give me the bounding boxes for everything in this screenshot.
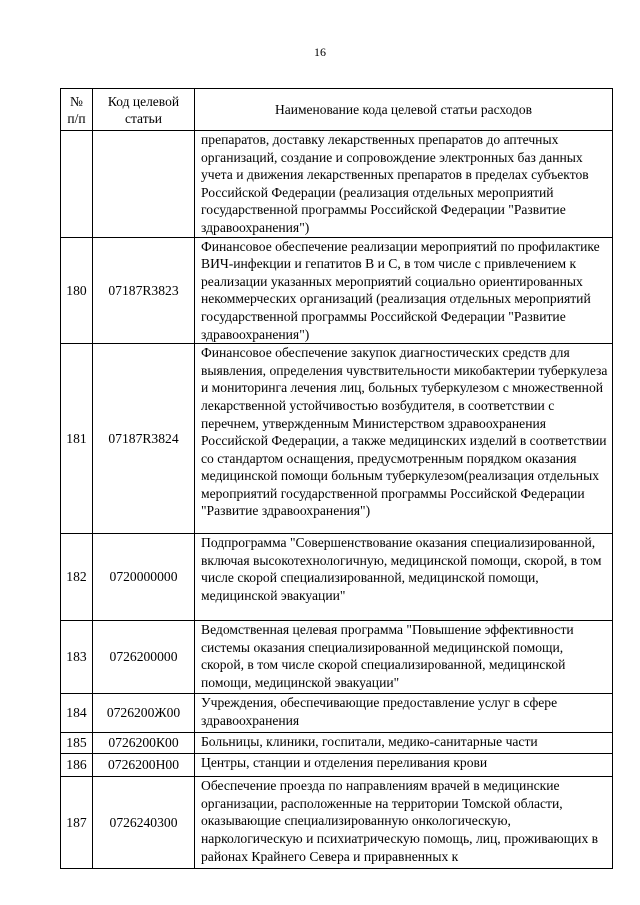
row-number: 184 xyxy=(61,694,93,733)
table-row xyxy=(61,733,613,754)
table-row xyxy=(61,534,613,621)
row-name: Центры, станции и отделения переливания крови xyxy=(195,754,613,777)
row-number: 180 xyxy=(61,237,93,344)
row-code: 07187R3823 xyxy=(93,237,195,344)
row-number: 187 xyxy=(61,777,93,869)
row-number-cell xyxy=(61,131,93,238)
table-row-continuation xyxy=(61,131,613,238)
page-number: 16 xyxy=(314,45,326,59)
row-code-cell xyxy=(93,131,195,238)
row-code: 0726200Н00 xyxy=(93,754,195,777)
row-number: 186 xyxy=(61,754,93,777)
table-row xyxy=(61,777,613,869)
table-row xyxy=(61,344,613,534)
header-number: № п/п xyxy=(61,89,93,131)
row-name-cell: препаратов, доставку лекарственных препаратов до аптечных организаций, создание и сопровождение электронных баз данных учета и движения лекарственных препаратов в пределах субъектов Российской Федерации (реализация отдельных мероприятий государственной программы Российской Федерации "Развитие здравоохранения") xyxy=(195,131,613,238)
row-number: 182 xyxy=(61,534,93,621)
target-codes-table xyxy=(60,88,613,869)
row-name: Подпрограмма "Совершенствование оказания специализированной, включая высокотехнологичную, медицинской помощи, скорой, в том числе скорой специализированной, медицинской помощи, медицинской эвакуации" xyxy=(195,534,613,621)
row-name: Финансовое обеспечение закупок диагностических средств для выявления, определения чувствительности микобактерии туберкулеза и мониторинга лечения лиц, больных туберкулезом с множественной лекарственной устойчивостью возбудителя, в соответствии с перечнем, утвержденным Министерством здравоохранения Российской Федерации, а также медицинских изделий в соответствии со стандартом оснащения, предусмотренным порядком оказания медицинской помощи больным туберкулезом(реализация отдельных мероприятий государственной программы Российской Федерации "Развитие здравоохранения") xyxy=(195,344,613,534)
row-code: 0726240300 xyxy=(93,777,195,869)
row-number: 181 xyxy=(61,344,93,534)
table-row xyxy=(61,621,613,694)
row-code: 0726200000 xyxy=(93,621,195,694)
row-name: Финансовое обеспечение реализации мероприятий по профилактике ВИЧ-инфекции и гепатитов B и C, в том числе с привлечением к реализации указанных мероприятий социально ориентированных некоммерческих организаций (реализация отдельных мероприятий государственной программы Российской Федерации "Развитие здравоохранения") xyxy=(195,237,613,344)
table-row xyxy=(61,694,613,733)
header-code: Код целевой статьи xyxy=(93,89,195,131)
row-name: Обеспечение проезда по направлениям врачей в медицинские организации, расположенные на территории Томской области, оказывающие специализированную онкологическую, наркологическую и психиатрическую помощь, лиц, проживающих в районах Крайнего Севера и приравненных к xyxy=(195,777,613,869)
table-row xyxy=(61,754,613,777)
row-number: 183 xyxy=(61,621,93,694)
header-name: Наименование кода целевой статьи расходов xyxy=(195,89,613,131)
row-name: Учреждения, обеспечивающие предоставление услуг в сфере здравоохранения xyxy=(195,694,613,733)
row-code: 0726200К00 xyxy=(93,733,195,754)
row-code: 0726200Ж00 xyxy=(93,694,195,733)
row-number: 185 xyxy=(61,733,93,754)
row-code: 0720000000 xyxy=(93,534,195,621)
table-row xyxy=(61,237,613,344)
row-code: 07187R3824 xyxy=(93,344,195,534)
row-name: Больницы, клиники, госпитали, медико-санитарные части xyxy=(195,733,613,754)
table-header-row xyxy=(61,89,613,131)
row-name: Ведомственная целевая программа "Повышение эффективности системы оказания специализированной медицинской помощи, скорой, в том числе скорой специализированной, медицинской помощи, медицинской эвакуации" xyxy=(195,621,613,694)
